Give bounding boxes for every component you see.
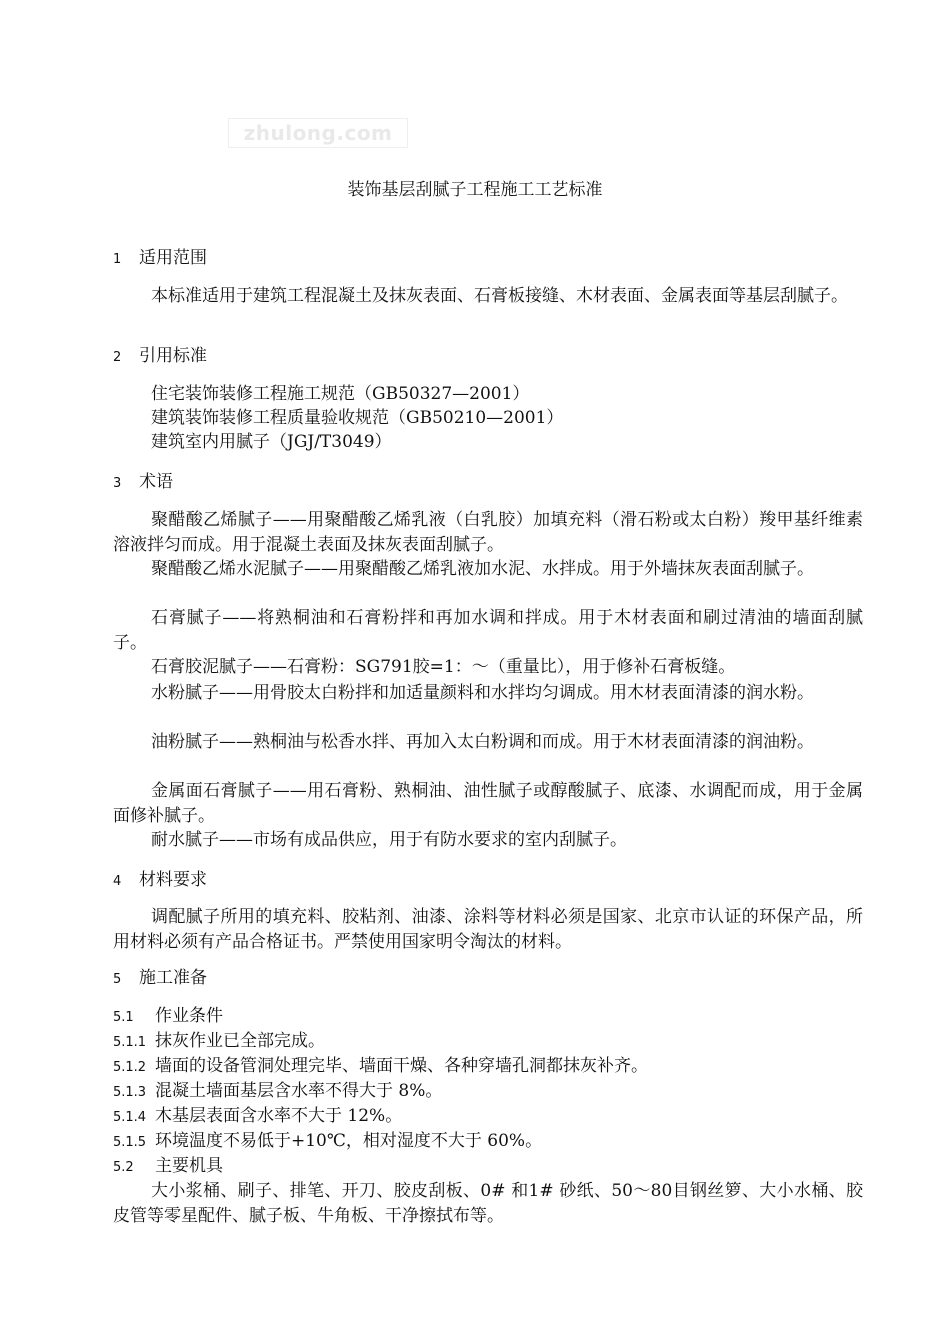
subsection-number: 5.2: [113, 1160, 134, 1175]
document-title: 装饰基层刮腻子工程施工工艺标准: [347, 180, 603, 200]
section-5-heading: [113, 966, 863, 992]
subsection-title: 主要机具: [155, 1156, 223, 1176]
clause-text: 抹灰作业已全部完成。: [155, 1031, 325, 1051]
reference-item: 建筑室内用腻子（JGJ/T3049）: [151, 432, 392, 452]
clause-number: 5.1.2: [113, 1060, 147, 1075]
reference-item: 住宅装饰装修工程施工规范（GB50327—2001）: [151, 384, 530, 404]
term-definition: 水粉腻子——用骨胶太白粉拌和加适量颜料和水拌均匀调成。用木材表面清漆的润水粉。: [151, 683, 814, 703]
clause-5-1-5: [113, 1129, 863, 1155]
term-definition: 聚醋酸乙烯腻子——用聚醋酸乙烯乳液（白乳胶）加填充料（滑石粉或太白粉）羧甲基纤维素溶液拌匀而成。用于混凝土表面及抹灰表面刮腻子。: [113, 510, 863, 555]
clause-5-1-2: [113, 1054, 863, 1080]
clause-number: 5.1.3: [113, 1085, 147, 1100]
section-4-body: 调配腻子所用的填充料、胶粘剂、油漆、涂料等材料必须是国家、北京市认证的环保产品，所用材料必须有产品合格证书。严禁使用国家明令淘汰的材料。: [113, 907, 863, 952]
subsection-title: 作业条件: [155, 1006, 223, 1026]
watermark: zhulong.com: [228, 118, 408, 148]
section-title: 材料要求: [139, 870, 207, 890]
section-title: 适用范围: [139, 248, 207, 268]
section-1-heading: [113, 246, 863, 272]
term-definition: 金属面石膏腻子——用石膏粉、熟桐油、油性腻子或醇酸腻子、底漆、水调配而成，用于金属面修补腻子。: [113, 781, 863, 826]
clause-number: 5.1.1: [113, 1035, 147, 1050]
subsection-5-2-heading: [113, 1154, 863, 1180]
subsection-number: 5.1: [113, 1010, 134, 1025]
term-definition: 石膏胶泥腻子——石膏粉：SG791胶=1：～（重量比），用于修补石膏板缝。: [151, 657, 736, 677]
clause-text: 混凝土墙面基层含水率不得大于 8%。: [155, 1081, 443, 1101]
section-3-heading: [113, 470, 863, 496]
reference-item: 建筑装饰装修工程质量验收规范（GB50210—2001）: [151, 408, 564, 428]
term-definition: 耐水腻子——市场有成品供应，用于有防水要求的室内刮腻子。: [151, 830, 627, 850]
term-definition: 石膏腻子——将熟桐油和石膏粉拌和再加水调和拌成。用于木材表面和刷过清油的墙面刮腻子。: [113, 608, 863, 653]
clause-text: 墙面的设备管洞处理完毕、墙面干燥、各种穿墙孔洞都抹灰补齐。: [155, 1056, 648, 1076]
clause-number: 5.1.5: [113, 1135, 147, 1150]
term-definition: 聚醋酸乙烯水泥腻子——用聚醋酸乙烯乳液加水泥、水拌成。用于外墙抹灰表面刮腻子。: [151, 559, 814, 579]
section-title: 引用标准: [139, 346, 207, 366]
clause-text: 环境温度不易低于+10℃，相对湿度不大于 60%。: [155, 1131, 543, 1151]
subsection-5-2-body: 大小浆桶、刷子、排笔、开刀、胶皮刮板、0# 和1# 砂纸、50～80目钢丝箩、大小水桶、胶皮管等零星配件、腻子板、牛角板、干净擦拭布等。: [113, 1181, 863, 1226]
section-4-heading: [113, 868, 863, 894]
section-number: 4: [113, 874, 122, 889]
clause-5-1-1: [113, 1029, 863, 1055]
clause-number: 5.1.4: [113, 1110, 147, 1125]
section-number: 1: [113, 252, 122, 267]
clause-5-1-4: [113, 1104, 863, 1130]
section-title: 施工准备: [139, 968, 207, 988]
clause-text: 木基层表面含水率不大于 12%。: [155, 1106, 403, 1126]
section-2-heading: [113, 344, 863, 370]
section-number: 3: [113, 476, 122, 491]
section-title: 术语: [139, 472, 173, 492]
clause-5-1-3: [113, 1079, 863, 1105]
subsection-5-1-heading: [113, 1004, 863, 1030]
term-definition: 油粉腻子——熟桐油与松香水拌、再加入太白粉调和而成。用于木材表面清漆的润油粉。: [151, 732, 814, 752]
section-number: 2: [113, 350, 122, 365]
section-number: 5: [113, 972, 122, 987]
section-1-body: 本标准适用于建筑工程混凝土及抹灰表面、石膏板接缝、木材表面、金属表面等基层刮腻子。: [151, 286, 848, 306]
